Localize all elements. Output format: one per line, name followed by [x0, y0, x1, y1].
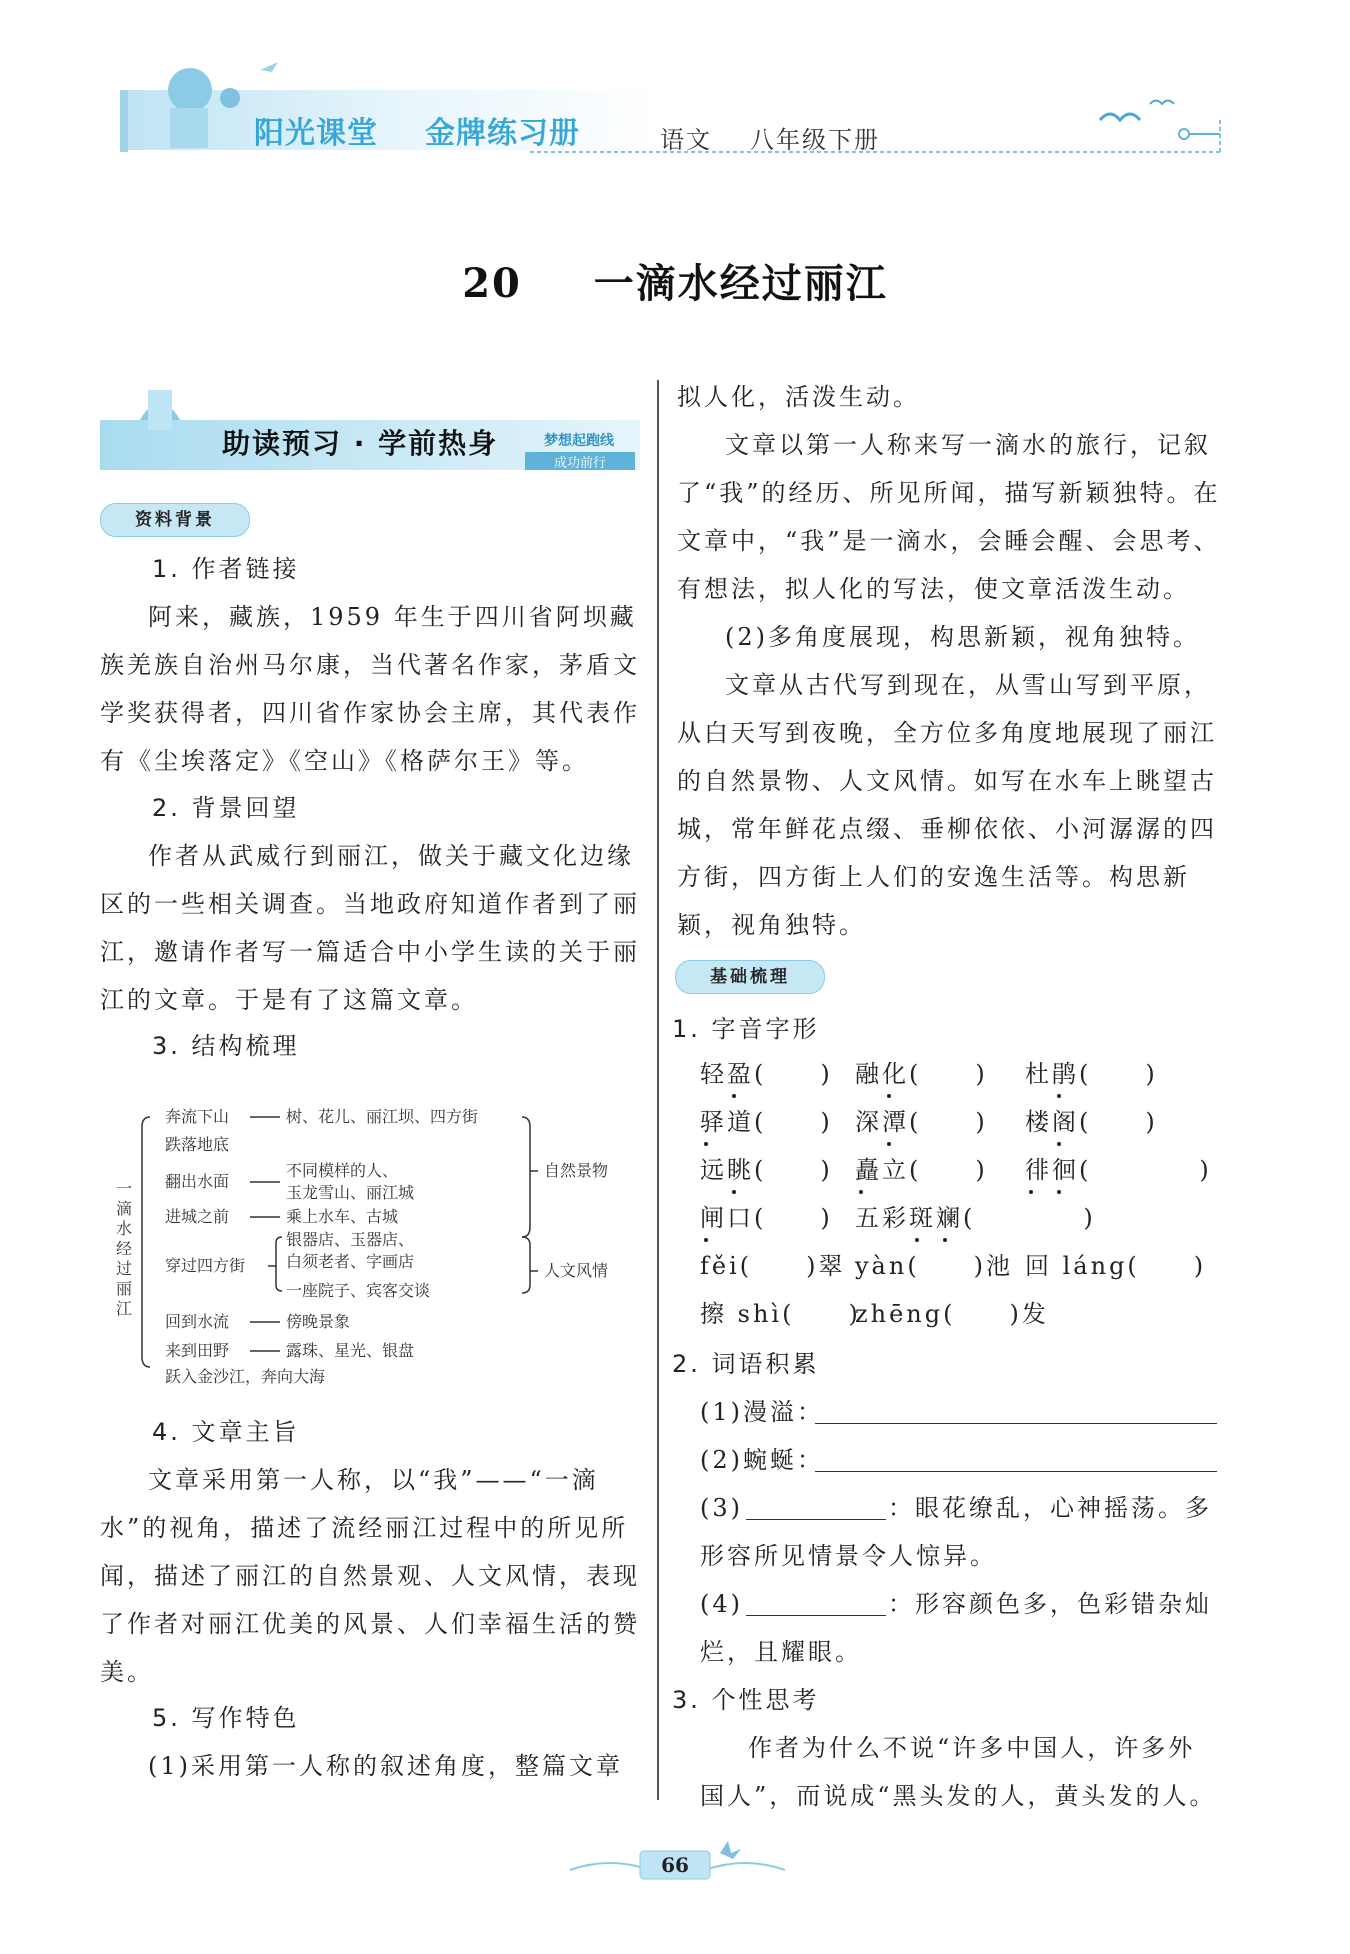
structure-detail: 树、花儿、丽江坝、四方街 — [286, 1107, 479, 1126]
structure-detail: 乘上水车、古城 — [286, 1207, 399, 1226]
word-item: 驿道( ) — [700, 1108, 833, 1136]
pinyin-item: 擦 shì( ) — [700, 1300, 861, 1328]
thinking-question: 作者为什么不说“许多中国人，许多外国人”，而说成“黑头发的人，黄头发的人。 — [700, 1734, 1217, 1810]
heading-theme: 4. 文章主旨 — [152, 1418, 300, 1446]
word-item: 闸口( ) — [700, 1204, 833, 1232]
heading-features: 5. 写作特色 — [152, 1704, 300, 1732]
vocab-2-label: (2)蜿蜒： — [700, 1446, 824, 1474]
emphasis-dot — [859, 1190, 863, 1194]
heading-background: 2. 背景回望 — [152, 794, 300, 822]
structure-group: 人文风情 — [544, 1261, 609, 1280]
vocab-4-text: ：形容颜色多，色彩错杂灿 — [888, 1590, 1212, 1618]
emphasis-dot — [887, 1094, 891, 1098]
word-item: 融化( ) — [855, 1060, 988, 1088]
page-title — [0, 252, 1350, 309]
heading-pronunciation: 1. 字音字形 — [672, 1015, 820, 1043]
word-item: 楼阁( ) — [1025, 1108, 1158, 1136]
para-feature-2: (2)多角度展现，构思新颖，视角独特。 — [725, 623, 1200, 651]
word-item: 五彩斑斓( ) — [855, 1204, 1096, 1232]
word-item: 深潭( ) — [855, 1108, 988, 1136]
heading-structure: 3. 结构梳理 — [152, 1032, 300, 1060]
lesson-number: 20 — [462, 260, 522, 307]
lesson-title: 一滴水经过丽江 — [593, 260, 888, 307]
vocab-4-cont: 烂，且耀眼。 — [700, 1638, 862, 1666]
word-item: 矗立( ) — [855, 1156, 988, 1184]
footer — [560, 1835, 790, 1885]
structure-group: 自然景物 — [544, 1161, 609, 1180]
word-item: 杜鹃( ) — [1025, 1060, 1158, 1088]
vocab-4-label: (4) — [700, 1590, 743, 1618]
para-theme: 文章采用第一人称，以“我”——“一滴水”的视角，描述了流经丽江过程中的所见所闻，描述了丽江的自然景观、人文风情，表现了作者对丽江优美的风景、人们幸福生活的赞美。 — [100, 1466, 640, 1686]
emphasis-dot — [732, 1094, 736, 1098]
structure-detail: 白须老者、字画店 — [286, 1252, 415, 1271]
emphasis-dot — [1057, 1142, 1061, 1146]
emphasis-dot — [1029, 1190, 1033, 1194]
banner-slogan-2: 成功前行 — [554, 456, 607, 471]
grade-label: 八年级下册 — [750, 126, 880, 154]
vocab-3-cont: 形容所见情景令人惊异。 — [700, 1542, 997, 1570]
banner-slogan-1: 梦想起跑线 — [544, 433, 614, 449]
structure-node: 回到水流 — [165, 1312, 230, 1331]
emphasis-dot — [887, 1142, 891, 1146]
emphasis-dot — [1057, 1094, 1061, 1098]
vocab-3-label: (3) — [700, 1494, 743, 1522]
column-divider — [657, 380, 659, 1800]
pinyin-item: 回 láng( ) — [1025, 1252, 1207, 1280]
para-cont: 拟人化，活泼生动。 — [677, 383, 920, 411]
emphasis-dot — [704, 1142, 708, 1146]
header — [0, 0, 1350, 180]
structure-detail: 露珠、星光、银盘 — [286, 1341, 415, 1360]
structure-diagram — [110, 1095, 650, 1395]
word-item: 轻盈( ) — [700, 1060, 833, 1088]
vocab-1-label: (1)漫溢： — [700, 1398, 824, 1426]
vocab-4-blank[interactable] — [746, 1615, 886, 1616]
pill-basics: 基础梳理 — [675, 960, 825, 994]
structure-node: 奔流下山 — [165, 1107, 230, 1126]
structure-node: 跌落地底 — [165, 1135, 230, 1154]
vocab-2-blank[interactable] — [815, 1471, 1217, 1472]
pinyin-item: yàn( )池 — [855, 1252, 1014, 1280]
structure-node: 翻出水面 — [165, 1172, 230, 1191]
vocab-1-blank[interactable] — [815, 1423, 1217, 1424]
structure-node: 来到田野 — [165, 1341, 230, 1360]
word-item: 远眺( ) — [700, 1156, 833, 1184]
heading-author: 1. 作者链接 — [152, 555, 300, 583]
structure-detail: 一座院子、宾客交谈 — [286, 1281, 431, 1300]
vocab-3-text: ：眼花缭乱，心神摇荡。多 — [888, 1494, 1212, 1522]
vocab-3-blank[interactable] — [746, 1519, 886, 1520]
structure-detail: 玉龙雪山、丽江城 — [286, 1183, 415, 1202]
pinyin-item: fěi( )翠 — [700, 1252, 846, 1280]
heading-vocabulary: 2. 词语积累 — [672, 1350, 820, 1378]
structure-detail: 银器店、玉器店、 — [286, 1230, 415, 1249]
para-author: 阿来，藏族，1959 年生于四川省阿坝藏族羌族自治州马尔康，当代著名作家，茅盾文学奖获得者，四川省作家协会主席，其代表作有《尘埃落定》《空山》《格萨尔王》等。 — [100, 603, 640, 775]
structure-detail: 傍晚景象 — [286, 1312, 351, 1331]
para-first-person: 文章以第一人称来写一滴水的旅行，记叙了“我”的经历、所见所闻，描写新颖独特。在文章中，“我”是一滴水，会睡会醒、会思考、有想法，拟人化的写法，使文章活泼生动。 — [677, 431, 1221, 603]
brand-left: 阳光课堂 — [254, 116, 378, 151]
emphasis-dot — [732, 1190, 736, 1194]
pill-background-info: 资料背景 — [100, 503, 250, 537]
para-background: 作者从武威行到丽江，做关于藏文化边缘区的一些相关调查。当地政府知道作者到了丽江，邀请作者写一篇适合中小学生读的关于丽江的文章。于是有了这篇文章。 — [100, 842, 640, 1014]
brand-right: 金牌练习册 — [425, 116, 580, 151]
heading-thinking: 3. 个性思考 — [672, 1686, 820, 1714]
structure-node: 穿过四方街 — [165, 1256, 246, 1275]
structure-detail: 不同模样的人、 — [286, 1161, 399, 1180]
para-features: (1)采用第一人称的叙述角度，整篇文章 — [148, 1752, 623, 1780]
para-multi-angle: 文章从古代写到现在，从雪山写到平原，从白天写到夜晚，全方位多角度地展现了丽江的自然景物、人文风情。如写在水车上眺望古城，常年鲜花点缀、垂柳依依、小河潺潺的四方街，四方街上人们的安逸生活等。构思新颖，视角独特。 — [677, 671, 1217, 939]
pinyin-item: zhēng( )发 — [855, 1300, 1049, 1328]
structure-node: 跃入金沙江，奔向大海 — [165, 1367, 326, 1386]
emphasis-dot — [1057, 1190, 1061, 1194]
banner-title: 助读预习 · 学前热身 — [222, 427, 499, 460]
subject-label: 语文 — [660, 126, 712, 154]
structure-root: 一滴水经过丽江 — [116, 1179, 133, 1318]
section-banner — [100, 390, 640, 475]
word-item: 徘徊( ) — [1025, 1156, 1212, 1184]
structure-node: 进城之前 — [165, 1207, 230, 1226]
page-number: 66 — [661, 1853, 689, 1877]
